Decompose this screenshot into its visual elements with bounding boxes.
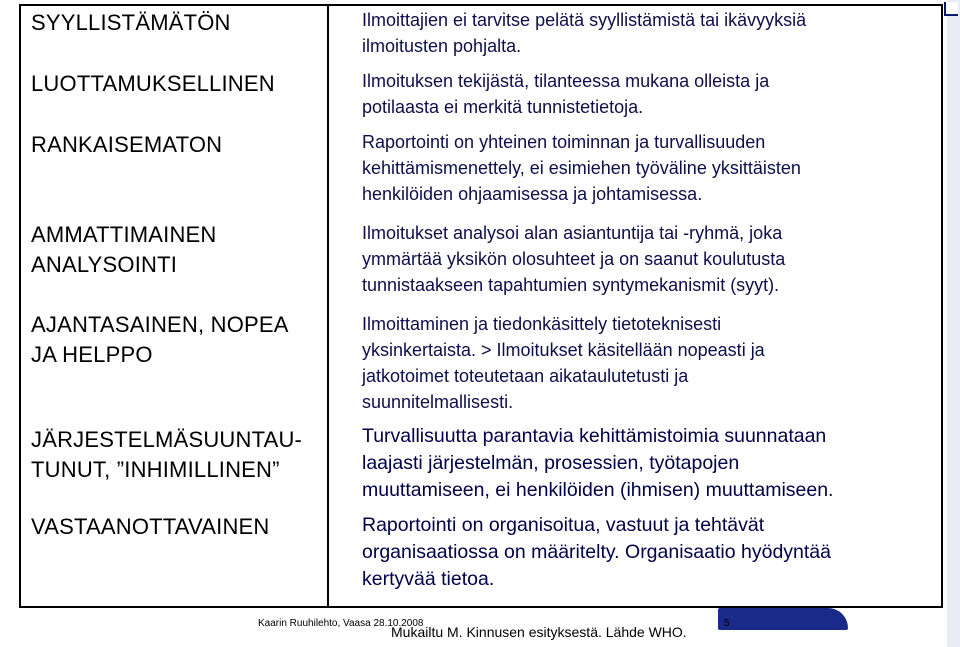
description-line: suunnitelmallisesti. [362,392,514,412]
right-edge-decoration [947,0,960,647]
term-line: LUOTTAMUKSELLINEN [31,71,275,96]
corner-decoration [944,2,958,16]
description-7 [362,512,932,593]
description-line: muuttamiseen, ei henkilöiden (ihmisen) muuttamiseen. [362,479,834,501]
description-line: kertyvää tietoa. [362,568,495,590]
term-4 [31,220,217,280]
description-line: Raportointi on yhteinen toiminnan ja turvallisuuden [362,132,766,152]
term-3 [31,130,222,160]
description-line: potilaasta ei merkitä tunnistetietoja. [362,97,644,117]
term-line: VASTAANOTTAVAINEN [31,514,270,539]
term-line: JÄRJESTELMÄSUUNTAU- [31,427,303,452]
description-line: kehittämismenettely, ei esimiehen työväline yksittäisten [362,158,801,178]
description-line: organisaatiossa on määritelty. Organisaatio hyödyntää [362,541,831,563]
term-line: AMMATTIMAINEN [31,222,217,247]
term-5 [31,310,289,370]
description-line: laajasti järjestelmän, prosessien, työtapojen [362,452,740,474]
description-5 [362,311,932,415]
column-divider [327,4,329,608]
term-line: SYYLLISTÄMÄTÖN [31,10,231,35]
description-line: ilmoitusten pohjalta. [362,36,522,56]
description-line: Ilmoittajien ei tarvitse pelätä syyllistämistä tai ikävyyksiä [362,10,807,30]
term-2 [31,69,275,99]
footer-credit: Mukailtu M. Kinnusen esityksestä. Lähde WHO. [391,624,687,640]
term-line: ANALYSOINTI [31,252,178,277]
description-3 [362,129,932,207]
description-line: tunnistaakseen tapahtumien syntymekanismit (syyt). [362,275,780,295]
term-line: AJANTASAINEN, NOPEA [31,312,289,337]
term-1 [31,8,231,38]
description-line: yksinkertaista. > Ilmoitukset käsitellään nopeasti ja [362,340,765,360]
term-line: TUNUT, ”INHIMILLINEN” [31,457,280,482]
description-line: Turvallisuutta parantavia kehittämistoimia suunnataan [362,425,827,447]
term-line: JA HELPPO [31,342,153,367]
description-line: henkilöiden ohjaamisessa ja johtamisessa. [362,184,703,204]
page-number: 5 [724,618,730,629]
term-line: RANKAISEMATON [31,132,223,157]
description-2 [362,68,932,120]
description-line: Ilmoitukset analysoi alan asiantuntija tai -ryhmä, joka [362,223,783,243]
description-line: ymmärtää yksikön olosuhteet ja on saanut koulutusta [362,249,786,269]
description-line: Ilmoituksen tekijästä, tilanteessa mukana olleista ja [362,71,770,91]
term-6 [31,425,302,485]
logo-shape [718,608,848,630]
description-4 [362,220,932,298]
term-7 [31,512,270,542]
description-1 [362,7,932,59]
description-line: Ilmoittaminen ja tiedonkäsittely tietoteknisesti [362,314,722,334]
description-line: Raportointi on organisoitua, vastuut ja tehtävät [362,514,765,536]
footer-author: Kaarin Ruuhilehto, Vaasa 28.10.2008 [258,618,424,629]
description-line: jatkotoimet toteutetaan aikataulutetusti ja [362,366,689,386]
description-6 [362,423,932,504]
